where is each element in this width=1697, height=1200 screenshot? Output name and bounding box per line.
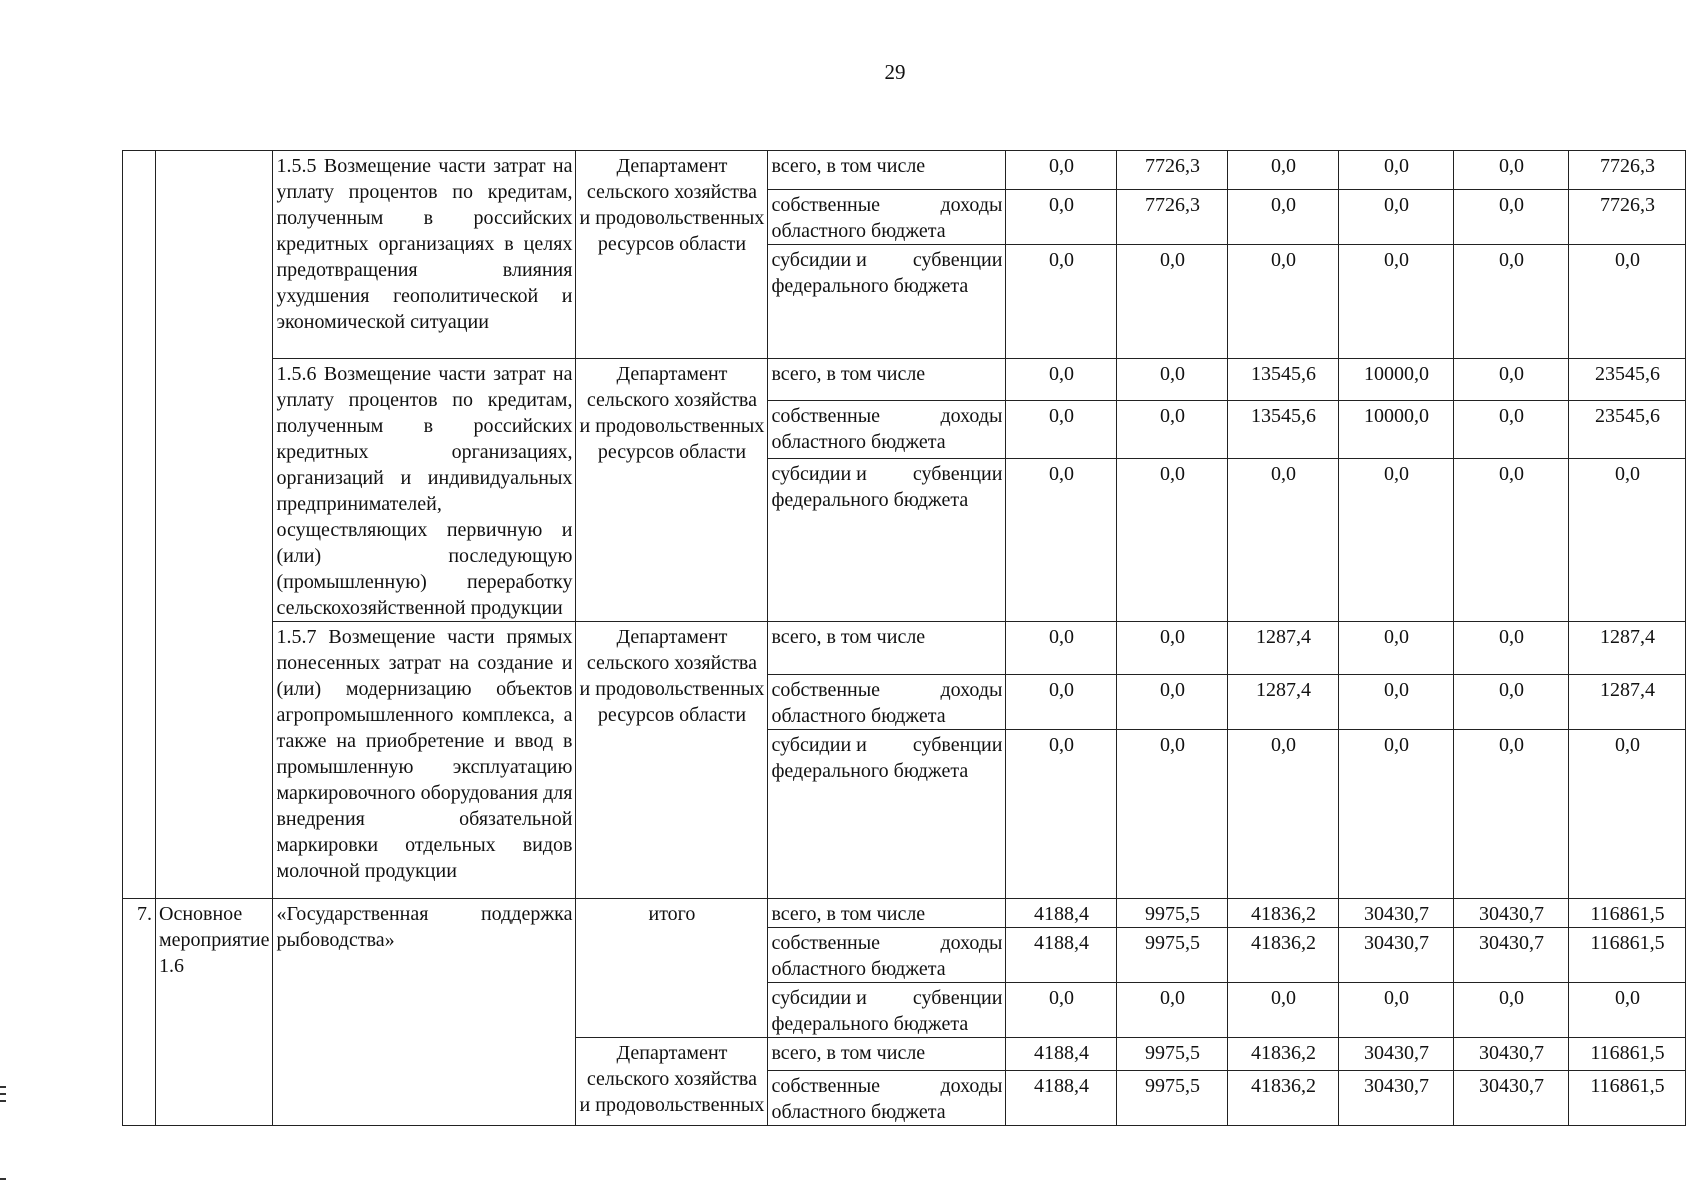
- funding-source-line: федерального бюджета: [771, 275, 969, 297]
- scan-mark: [0, 1178, 6, 1180]
- funding-source-line: областного бюджета: [771, 430, 946, 453]
- funding-source-word: субвенции: [912, 734, 1003, 756]
- funding-source-word: доходы: [940, 194, 1003, 216]
- funding-source: [768, 1071, 1006, 1126]
- value-cell: 0,0: [1117, 359, 1228, 401]
- value-cell: 41836,2: [1228, 1071, 1339, 1126]
- value-cell: 30430,7: [1339, 1071, 1454, 1126]
- value-cell: 116861,5: [1569, 928, 1686, 983]
- value-cell: 4188,4: [1006, 1071, 1117, 1126]
- value-cell: 116861,5: [1569, 1038, 1686, 1071]
- value-cell: 0,0: [1454, 151, 1569, 190]
- scan-mark: [0, 1100, 6, 1102]
- value-cell: 0,0: [1006, 245, 1117, 359]
- item-number: 7.: [123, 899, 156, 1126]
- value-cell: 30430,7: [1339, 928, 1454, 983]
- value-cell: 0,0: [1454, 983, 1569, 1038]
- executor-cell: Департамент сельского хозяйства и продовольственных: [576, 1038, 768, 1126]
- value-cell: 0,0: [1228, 245, 1339, 359]
- value-cell: 0,0: [1339, 675, 1454, 730]
- executor-cell: Департамент сельского хозяйства и продовольственных ресурсов области: [576, 622, 768, 899]
- value-cell: 0,0: [1006, 400, 1117, 459]
- value-cell: 0,0: [1228, 730, 1339, 899]
- value-cell: 0,0: [1454, 730, 1569, 899]
- funding-source-word: субсидии и: [771, 249, 867, 271]
- number-cell: [123, 151, 156, 899]
- measure-name: «Государственная поддержка рыбоводства»: [273, 899, 576, 1126]
- value-cell: 0,0: [1339, 190, 1454, 245]
- value-cell: 0,0: [1006, 151, 1117, 190]
- funding-source-line: [771, 930, 1002, 956]
- value-cell: 23545,6: [1569, 400, 1686, 459]
- funding-source: [768, 400, 1006, 459]
- value-cell: 0,0: [1569, 983, 1686, 1038]
- funding-source-line: [771, 403, 1002, 429]
- funding-source-line: областного бюджета: [771, 705, 946, 727]
- funding-source: [768, 928, 1006, 983]
- funding-source-line: [771, 247, 1002, 273]
- value-cell: 30430,7: [1454, 1071, 1569, 1126]
- value-cell: 0,0: [1228, 151, 1339, 190]
- value-cell: 0,0: [1006, 675, 1117, 730]
- table-row: [123, 151, 1686, 190]
- value-cell: 10000,0: [1339, 359, 1454, 401]
- value-cell: 0,0: [1569, 245, 1686, 359]
- funding-source: [768, 245, 1006, 359]
- value-cell: 41836,2: [1228, 928, 1339, 983]
- funding-source-word: субвенции: [912, 463, 1003, 486]
- funding-source-word: собственные: [771, 679, 881, 701]
- value-cell: 0,0: [1228, 459, 1339, 622]
- funding-source-word: доходы: [940, 1075, 1003, 1097]
- funding-source-line: [771, 985, 1002, 1011]
- value-cell: 0,0: [1117, 459, 1228, 622]
- value-cell: 0,0: [1339, 151, 1454, 190]
- funding-source-word: доходы: [940, 679, 1003, 701]
- table-row: [123, 359, 1686, 401]
- value-cell: 13545,6: [1228, 400, 1339, 459]
- funding-source-line: областного бюджета: [771, 220, 946, 242]
- value-cell: 0,0: [1228, 983, 1339, 1038]
- value-cell: 0,0: [1339, 983, 1454, 1038]
- value-cell: 0,0: [1454, 400, 1569, 459]
- funding-source: [768, 675, 1006, 730]
- value-cell: 9975,5: [1117, 1071, 1228, 1126]
- value-cell: 0,0: [1117, 622, 1228, 675]
- executor-cell: Департамент сельского хозяйства и продовольственных ресурсов области: [576, 359, 768, 622]
- value-cell: 9975,5: [1117, 899, 1228, 928]
- measure-name: 1.5.7 Возмещение части прямых понесенных затрат на создание и (или) модернизацию объектов агропромышленного комплекса, а также на приобретение и ввод в промышленную эксплуатацию маркировочного оборудования для внедрения обязательной маркировки отдельных видов молочной продукции: [273, 622, 576, 899]
- funding-source-line: [771, 732, 1002, 758]
- value-cell: 116861,5: [1569, 899, 1686, 928]
- value-cell: 0,0: [1454, 245, 1569, 359]
- funding-source: [768, 983, 1006, 1038]
- value-cell: 0,0: [1006, 983, 1117, 1038]
- value-cell: 0,0: [1117, 983, 1228, 1038]
- value-cell: 41836,2: [1228, 899, 1339, 928]
- funding-source-line: федерального бюджета: [771, 760, 969, 782]
- funding-source-line: [771, 461, 1002, 487]
- value-cell: 1287,4: [1228, 675, 1339, 730]
- value-cell: 0,0: [1228, 190, 1339, 245]
- value-cell: 0,0: [1006, 730, 1117, 899]
- value-cell: 30430,7: [1454, 928, 1569, 983]
- value-cell: 0,0: [1454, 190, 1569, 245]
- event-type-cell: [156, 151, 273, 899]
- value-cell: 30430,7: [1454, 1038, 1569, 1071]
- funding-source: всего, в том числе: [768, 1038, 1006, 1071]
- value-cell: 0,0: [1339, 730, 1454, 899]
- funding-source-line: [771, 677, 1002, 703]
- value-cell: 0,0: [1569, 459, 1686, 622]
- value-cell: 7726,3: [1569, 190, 1686, 245]
- value-cell: 30430,7: [1454, 899, 1569, 928]
- measure-name: 1.5.6 Возмещение части затрат на уплату процентов по кредитам, полученным в российских кредитных организациях, организаций и индивидуальных предпринимателей, осуществляющих первичную и (или) последующую (промышленную) переработку сельскохозяйственной продукции: [273, 359, 576, 622]
- value-cell: 4188,4: [1006, 1038, 1117, 1071]
- value-cell: 9975,5: [1117, 928, 1228, 983]
- value-cell: 4188,4: [1006, 928, 1117, 983]
- value-cell: 7726,3: [1117, 151, 1228, 190]
- funding-source-word: субсидии и: [771, 463, 867, 486]
- event-type: Основное мероприятие 1.6: [156, 899, 273, 1126]
- value-cell: 0,0: [1454, 359, 1569, 401]
- value-cell: 7726,3: [1117, 190, 1228, 245]
- scan-mark: [0, 1086, 6, 1088]
- executor-cell: итого: [576, 899, 768, 1038]
- value-cell: 0,0: [1339, 459, 1454, 622]
- table-row: [123, 899, 1686, 928]
- value-cell: 0,0: [1454, 675, 1569, 730]
- funding-source-line: федерального бюджета: [771, 489, 969, 512]
- value-cell: 0,0: [1006, 459, 1117, 622]
- value-cell: 0,0: [1117, 730, 1228, 899]
- scan-mark: [0, 1093, 6, 1095]
- funding-source-word: собственные: [771, 932, 881, 954]
- funding-source-line: областного бюджета: [771, 1101, 946, 1123]
- budget-table: [122, 150, 1686, 1126]
- funding-source: всего, в том числе: [768, 359, 1006, 401]
- value-cell: 0,0: [1006, 190, 1117, 245]
- funding-source-word: субсидии и: [771, 734, 867, 756]
- value-cell: 23545,6: [1569, 359, 1686, 401]
- funding-source: всего, в том числе: [768, 622, 1006, 675]
- value-cell: 0,0: [1339, 245, 1454, 359]
- value-cell: 13545,6: [1228, 359, 1339, 401]
- funding-source-word: субвенции: [912, 987, 1003, 1009]
- funding-source: [768, 190, 1006, 245]
- funding-source-word: собственные: [771, 1075, 881, 1097]
- funding-source-line: областного бюджета: [771, 958, 946, 980]
- funding-source-line: [771, 1073, 1002, 1099]
- value-cell: 9975,5: [1117, 1038, 1228, 1071]
- value-cell: 0,0: [1006, 359, 1117, 401]
- funding-source-word: доходы: [940, 932, 1003, 954]
- value-cell: 0,0: [1454, 622, 1569, 675]
- value-cell: 0,0: [1454, 459, 1569, 622]
- funding-source-line: [771, 192, 1002, 218]
- table-body: [123, 151, 1686, 1126]
- value-cell: 0,0: [1339, 622, 1454, 675]
- page-number: 29: [884, 60, 906, 84]
- funding-source: [768, 459, 1006, 622]
- funding-source-line: федерального бюджета: [771, 1013, 969, 1035]
- value-cell: 4188,4: [1006, 899, 1117, 928]
- funding-source-word: субсидии и: [771, 987, 867, 1009]
- executor-cell: Департамент сельского хозяйства и продовольственных ресурсов области: [576, 151, 768, 359]
- value-cell: 116861,5: [1569, 1071, 1686, 1126]
- value-cell: 7726,3: [1569, 151, 1686, 190]
- value-cell: 0,0: [1117, 245, 1228, 359]
- value-cell: 1287,4: [1569, 675, 1686, 730]
- value-cell: 1287,4: [1228, 622, 1339, 675]
- value-cell: 0,0: [1569, 730, 1686, 899]
- value-cell: 0,0: [1117, 675, 1228, 730]
- value-cell: 0,0: [1006, 622, 1117, 675]
- value-cell: 10000,0: [1339, 400, 1454, 459]
- funding-source: всего, в том числе: [768, 899, 1006, 928]
- measure-name: 1.5.5 Возмещение части затрат на уплату процентов по кредитам, полученным в российских кредитных организациях в целях предотвращения влияния ухудшения геополитической и экономической ситуации: [273, 151, 576, 359]
- value-cell: 30430,7: [1339, 1038, 1454, 1071]
- table-row: [123, 622, 1686, 675]
- value-cell: 1287,4: [1569, 622, 1686, 675]
- funding-source: [768, 730, 1006, 899]
- value-cell: 30430,7: [1339, 899, 1454, 928]
- funding-source-word: собственные: [771, 194, 881, 216]
- funding-source-word: субвенции: [912, 249, 1003, 271]
- value-cell: 0,0: [1117, 400, 1228, 459]
- funding-source-word: собственные: [771, 404, 881, 427]
- funding-source: всего, в том числе: [768, 151, 1006, 190]
- value-cell: 41836,2: [1228, 1038, 1339, 1071]
- funding-source-word: доходы: [940, 404, 1003, 427]
